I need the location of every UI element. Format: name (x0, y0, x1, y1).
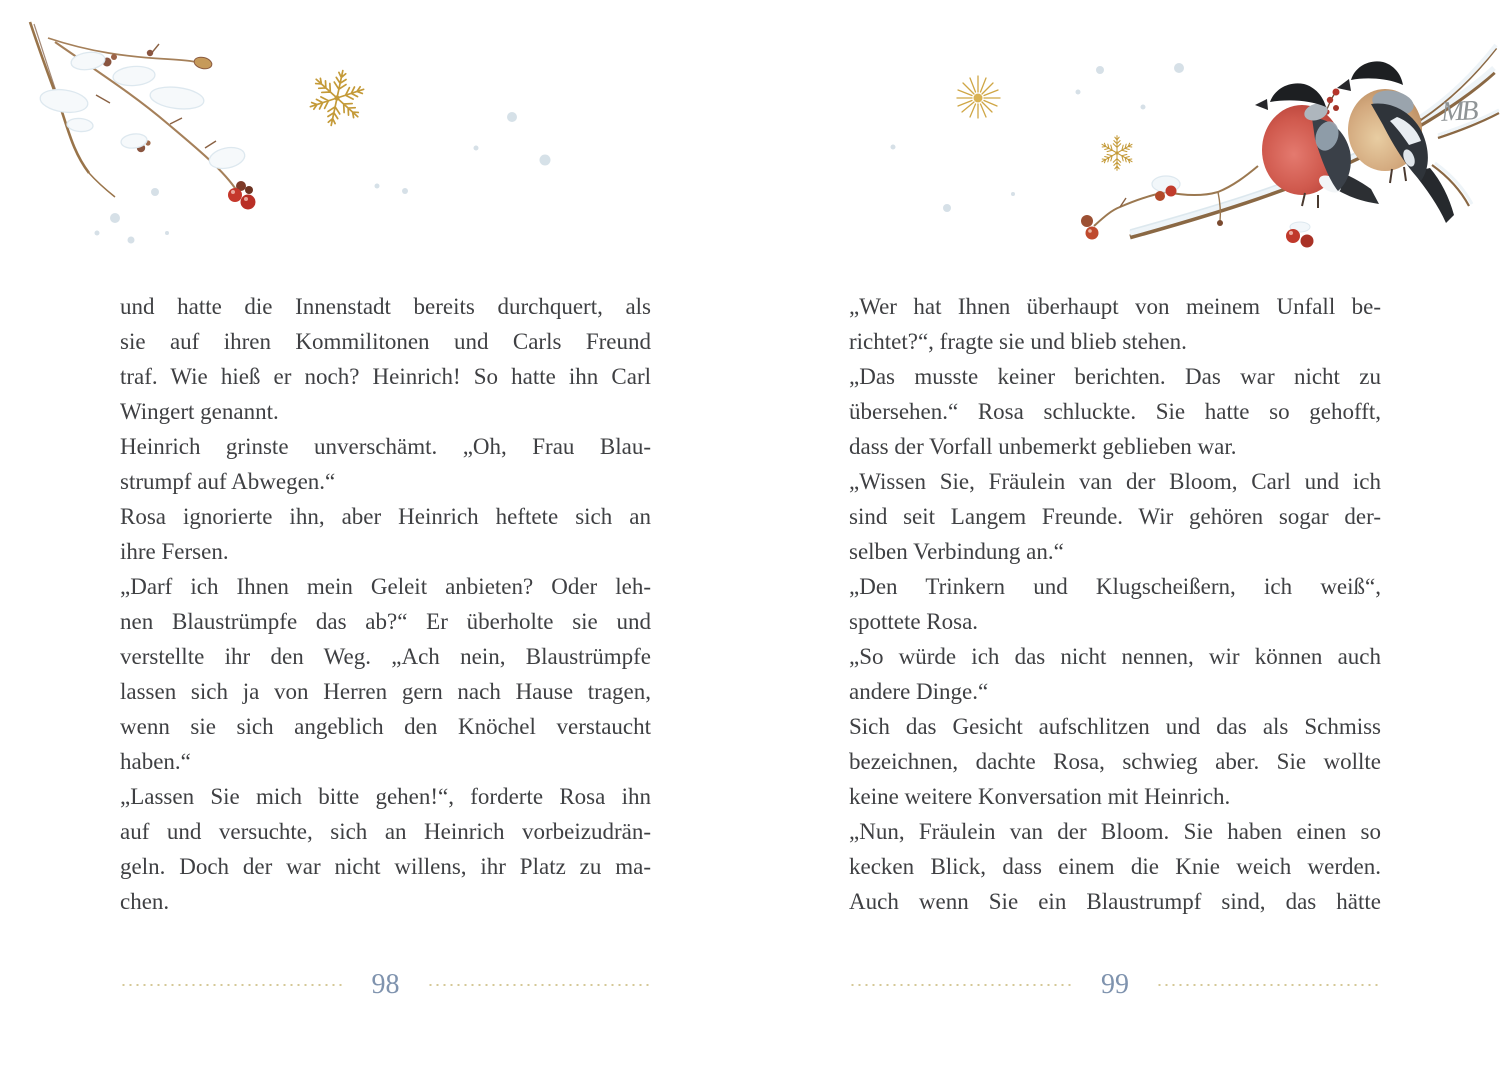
text-line: dass der Vorfall unbemerkt geblieben war. (849, 434, 1237, 459)
right-page-text (849, 289, 1381, 919)
dotted-leader (427, 983, 652, 987)
text-line: Sich das Gesicht aufschlitzen und das als Schmiss (849, 714, 1381, 739)
text-line: andere Dinge.“ (849, 679, 989, 704)
text-line: „Darf ich Ihnen mein Geleit anbieten? Oder leh- (120, 574, 651, 599)
snowy-branch-icon (30, 22, 256, 210)
text-line: auf und versuchte, sich an Heinrich vorbeizudrän- (120, 819, 651, 844)
text-line: nen Blaustrümpfe das ab?“ Er überholte sie und (120, 609, 651, 634)
page-number-left: 98 (371, 969, 400, 1000)
snow-dots-right (891, 63, 1185, 212)
text-line: und hatte die Innenstadt bereits durchquert, als (120, 294, 651, 319)
text-line: Auch wenn Sie ein Blaustrumpf sind, das hätte (849, 889, 1381, 914)
header-decoration (0, 0, 1500, 290)
text-line: strumpf auf Abwegen.“ (120, 469, 336, 494)
left-page-text (120, 289, 651, 919)
text-line: bezeichnen, dachte Rosa, schwieg aber. Sie wollte (849, 749, 1381, 774)
text-line: wenn sie sich angeblich den Knöchel verstaucht (120, 714, 651, 739)
text-line: sie auf ihren Kommilitonen und Carls Freund (120, 329, 651, 354)
snow-dots-left (95, 112, 551, 244)
dotted-leader (849, 983, 1074, 987)
text-line: verstellte ihr den Weg. „Ach nein, Blaustrümpfe (120, 644, 651, 669)
text-line: „Lassen Sie mich bitte gehen!“, forderte Rosa ihn (120, 784, 651, 809)
text-line: „Den Trinkern und Klugscheißern, ich weiß“, (849, 574, 1381, 599)
text-line: traf. Wie hieß er noch? Heinrich! So hatte ihn Carl (120, 364, 651, 389)
text-line: spottete Rosa. (849, 609, 979, 634)
text-line: sind seit Langem Freunde. Wir gehören sogar der- (849, 504, 1381, 529)
bullfinches-on-branch-icon (1081, 45, 1499, 248)
gold-starburst-icon (957, 76, 1000, 118)
text-line: „So würde ich das nicht nennen, wir können auch (849, 644, 1381, 669)
text-line: „Wissen Sie, Fräulein van der Bloom, Carl und ich (849, 469, 1381, 494)
text-line: Rosa ignorierte ihn, aber Heinrich heftete sich an (120, 504, 651, 529)
red-bullfinch-icon (1255, 83, 1379, 208)
text-line: keine weitere Konversation mit Heinrich. (849, 784, 1231, 809)
text-line: ihre Fersen. (120, 539, 229, 564)
artist-monogram: MB (1440, 95, 1477, 128)
text-line: haben.“ (120, 749, 191, 774)
text-line: Wingert genannt. (120, 399, 279, 424)
text-line: lassen sich ja von Herren gern nach Hause tragen, (120, 679, 651, 704)
text-line: „Das musste keiner berichten. Das war nicht zu (849, 364, 1381, 389)
right-page-footer (849, 966, 1381, 1004)
page-number-right: 99 (1101, 969, 1129, 1000)
text-line: „Nun, Fräulein van der Bloom. Sie haben einen so (849, 819, 1381, 844)
text-line: „Wer hat Ihnen überhaupt von meinem Unfall be- (849, 294, 1381, 319)
text-line: selben Verbindung an.“ (849, 539, 1064, 564)
text-line: Heinrich grinste unverschämt. „Oh, Frau Blau- (120, 434, 651, 459)
dotted-leader (120, 983, 345, 987)
text-line: chen. (120, 889, 170, 914)
text-line: kecken Blick, dass einem die Knie weich werden. (849, 854, 1381, 879)
red-berries-icon (228, 181, 256, 210)
dotted-leader (1156, 983, 1381, 987)
text-line: übersehen.“ Rosa schluckte. Sie hatte so gehofft, (849, 399, 1381, 424)
left-page-footer (120, 966, 651, 1004)
text-line: richtet?“, fragte sie und blieb stehen. (849, 329, 1187, 354)
text-line: geln. Doch der war nicht willens, ihr Platz zu ma- (120, 854, 651, 879)
female-bullfinch-icon (1333, 61, 1455, 223)
